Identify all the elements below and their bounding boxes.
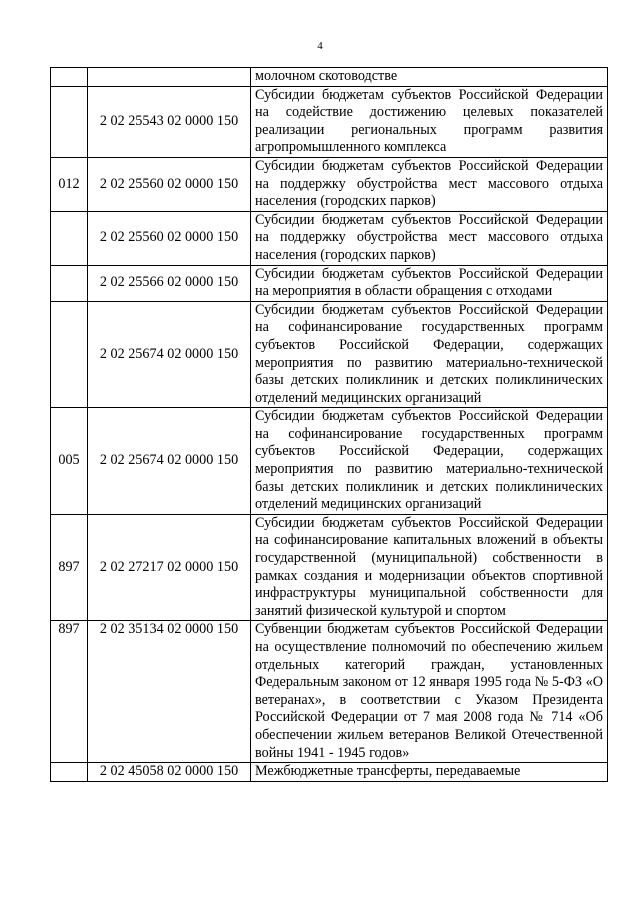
admin-code-cell bbox=[51, 86, 88, 157]
description-cell: Субсидии бюджетам субъектов Российской Федерации на поддержку обустройства мест массового отдыха населения (городских парков) bbox=[251, 157, 608, 211]
table-row bbox=[51, 157, 608, 211]
table-row bbox=[51, 621, 608, 763]
description-cell: Межбюджетные трансферты, передаваемые bbox=[251, 763, 608, 782]
page-number: 4 bbox=[317, 40, 323, 52]
table-row bbox=[51, 408, 608, 515]
table-row bbox=[51, 301, 608, 408]
table-row bbox=[51, 68, 608, 87]
table-row bbox=[51, 86, 608, 157]
table-row bbox=[51, 265, 608, 301]
table-row bbox=[51, 211, 608, 265]
table-row bbox=[51, 514, 608, 621]
admin-code-cell: 897 bbox=[51, 514, 88, 621]
description-cell: Субсидии бюджетам субъектов Российской Федерации на поддержку обустройства мест массового отдыха населения (городских парков) bbox=[251, 211, 608, 265]
budget-revenue-table bbox=[50, 67, 608, 782]
admin-code-cell bbox=[51, 265, 88, 301]
revenue-code-cell: 2 02 45058 02 0000 150 bbox=[88, 763, 251, 782]
revenue-code-cell: 2 02 25674 02 0000 150 bbox=[88, 301, 251, 408]
revenue-code-cell: 2 02 25543 02 0000 150 bbox=[88, 86, 251, 157]
admin-code-cell: 012 bbox=[51, 157, 88, 211]
admin-code-cell: 897 bbox=[51, 621, 88, 763]
admin-code-cell: 005 bbox=[51, 408, 88, 515]
admin-code-cell bbox=[51, 301, 88, 408]
revenue-code-cell: 2 02 35134 02 0000 150 bbox=[88, 621, 251, 763]
revenue-code-cell bbox=[88, 68, 251, 87]
description-cell: Субсидии бюджетам субъектов Российской Федерации на мероприятия в области обращения с отходами bbox=[251, 265, 608, 301]
description-cell: Субвенции бюджетам субъектов Российской Федерации на осуществление полномочий по обеспечению жильем отдельных категорий граждан, установленных Федеральным законом от 12 января 1995 года № 5-ФЗ «О ветеранах», в соответствии с Указом Президента Российской Федерации от 7 мая 2008 года № 714 «Об обеспечении жильем ветеранов Великой Отечественной войны 1941 - 1945 годов» bbox=[251, 621, 608, 763]
revenue-code-cell: 2 02 25560 02 0000 150 bbox=[88, 211, 251, 265]
admin-code-cell bbox=[51, 211, 88, 265]
description-cell: Субсидии бюджетам субъектов Российской Федерации на софинансирование капитальных вложений в объекты государственной (муниципальной) собственности в рамках создания и модернизации объектов спортивной инфраструктуры муниципальной собственности для занятий физической культурой и спортом bbox=[251, 514, 608, 621]
table-row bbox=[51, 763, 608, 782]
admin-code-cell bbox=[51, 68, 88, 87]
description-cell: Субсидии бюджетам субъектов Российской Федерации на софинансирование государственных программ субъектов Российской Федерации, содержащих мероприятия по развитию материально-технической базы детских поликлиник и детских поликлинических отделений медицинских организаций bbox=[251, 408, 608, 515]
description-cell: Субсидии бюджетам субъектов Российской Федерации на содействие достижению целевых показателей реализации региональных программ развития агропромышленного комплекса bbox=[251, 86, 608, 157]
revenue-code-cell: 2 02 25560 02 0000 150 bbox=[88, 157, 251, 211]
admin-code-cell bbox=[51, 763, 88, 782]
description-cell: Субсидии бюджетам субъектов Российской Федерации на софинансирование государственных программ субъектов Российской Федерации, содержащих мероприятия по развитию материально-технической базы детских поликлиник и детских поликлинических отделений медицинских организаций bbox=[251, 301, 608, 408]
revenue-code-cell: 2 02 25674 02 0000 150 bbox=[88, 408, 251, 515]
revenue-code-cell: 2 02 25566 02 0000 150 bbox=[88, 265, 251, 301]
description-cell: молочном скотоводстве bbox=[251, 68, 608, 87]
revenue-code-cell: 2 02 27217 02 0000 150 bbox=[88, 514, 251, 621]
